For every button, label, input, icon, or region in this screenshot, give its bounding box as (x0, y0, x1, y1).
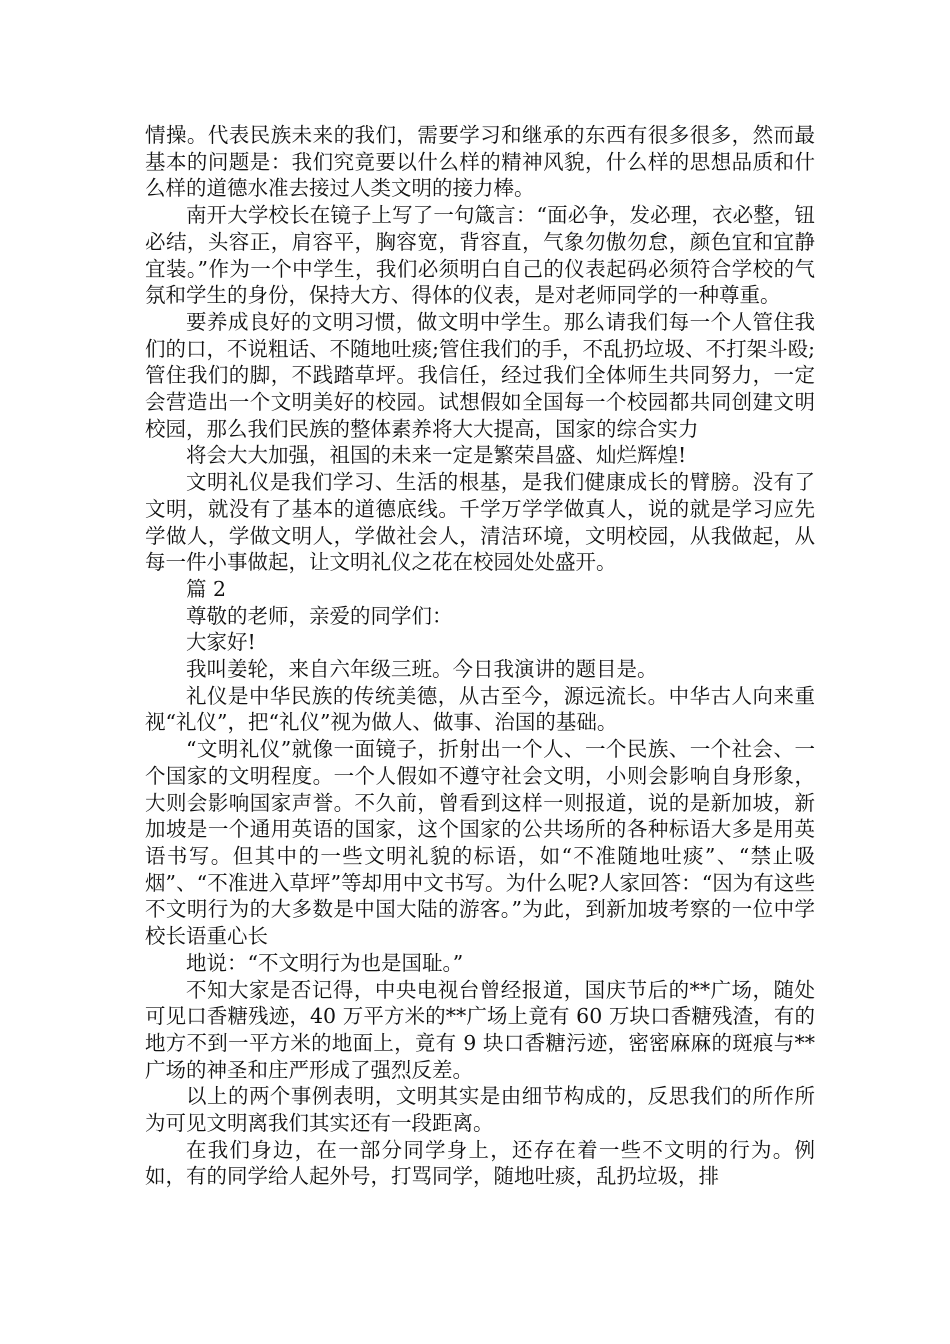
paragraph-13: 不知大家是否记得，中央电视台曾经报道，国庆节后的**广场，随处可见口香糖残迹，40 万平方米的**广场上竟有 60 万块口香糖残渣，有的地方不到一平方米的地面上，竟有 9 块口香糖污迹，密密麻麻的斑痕与**广场的神圣和庄严形成了强烈反差。 (145, 977, 815, 1082)
greeting: 大家好! (186, 630, 256, 655)
paragraph-12: 地说：“不文明行为也是国耻。” (186, 950, 464, 975)
paragraph-9: 我叫姜轮，来自六年级三班。今日我演讲的题目是。 (186, 657, 658, 682)
paragraph-10: 礼仪是中华民族的传统美德，从古至今，源远流长。中华古人向来重视“礼仪”，把“礼仪”视为做人、做事、治国的基础。 (145, 683, 815, 735)
section-heading: 篇 2 (186, 576, 227, 601)
paragraph-5: 文明礼仪是我们学习、生活的根基，是我们健康成长的臂膀。没有了文明，就没有了基本的道德底线。千学万学学做真人，说的就是学习应先学做人，学做文明人，学做社会人，清洁环境，文明校园，从我做起，从每一件小事做起，让文明礼仪之花在校园处处盛开。 (145, 470, 815, 575)
document-page (145, 122, 815, 1190)
paragraph-4: 将会大大加强，祖国的未来一定是繁荣昌盛、灿烂辉煌! (186, 443, 687, 468)
paragraph-1: 情操。代表民族未来的我们，需要学习和继承的东西有很多很多，然而最基本的问题是：我们究竟要以什么样的精神风貌，什么样的思想品质和什么样的道德水准去接过人类文明的接力棒。 (145, 123, 815, 201)
salutation: 尊敬的老师，亲爱的同学们： (186, 603, 453, 628)
paragraph-3: 要养成良好的文明习惯，做文明中学生。那么请我们每一个人管住我们的口，不说粗话、不随地吐痰;管住我们的手，不乱扔垃圾、不打架斗殴;管住我们的脚，不践踏草坪。我信任，经过我们全体师生共同努力，一定会营造出一个文明美好的校园。试想假如全国每一个校园都共同创建文明校园，那么我们民族的整体素养将大大提高，国家的综合实力 (145, 309, 815, 441)
paragraph-11: “文明礼仪”就像一面镜子，折射出一个人、一个民族、一个社会、一个国家的文明程度。一个人假如不遵守社会文明，小则会影响自身形象，大则会影响国家声誉。不久前，曾看到这样一则报道，说的是新加坡，新加坡是一个通用英语的国家，这个国家的公共场所的各种标语大多是用英语书写。但其中的一些文明礼貌的标语，如“不准随地吐痰”、“禁止吸烟”、“不准进入草坪”等却用中文书写。为什么呢?人家回答：“因为有这些不文明行为的大多数是中国大陆的游客。”为此，到新加坡考察的一位中学校长语重心长 (145, 737, 815, 949)
paragraph-2: 南开大学校长在镜子上写了一句箴言：“面必争，发必理，衣必整，钮必结，头容正，肩容平，胸容宽，背容直，气象勿傲勿怠，颜色宜和宜静宜装。”作为一个中学生，我们必须明白自己的仪表起码必须符合学校的气氛和学生的身份，保持大方、得体的仪表，是对老师同学的一种尊重。 (145, 203, 815, 308)
paragraph-14: 以上的两个事例表明，文明其实是由细节构成的，反思我们的所作所为可见文明离我们其实还有一段距离。 (145, 1084, 815, 1136)
paragraph-15: 在我们身边，在一部分同学身上，还存在着一些不文明的行为。例如，有的同学给人起外号，打骂同学，随地吐痰，乱扔垃圾，排 (145, 1137, 815, 1189)
